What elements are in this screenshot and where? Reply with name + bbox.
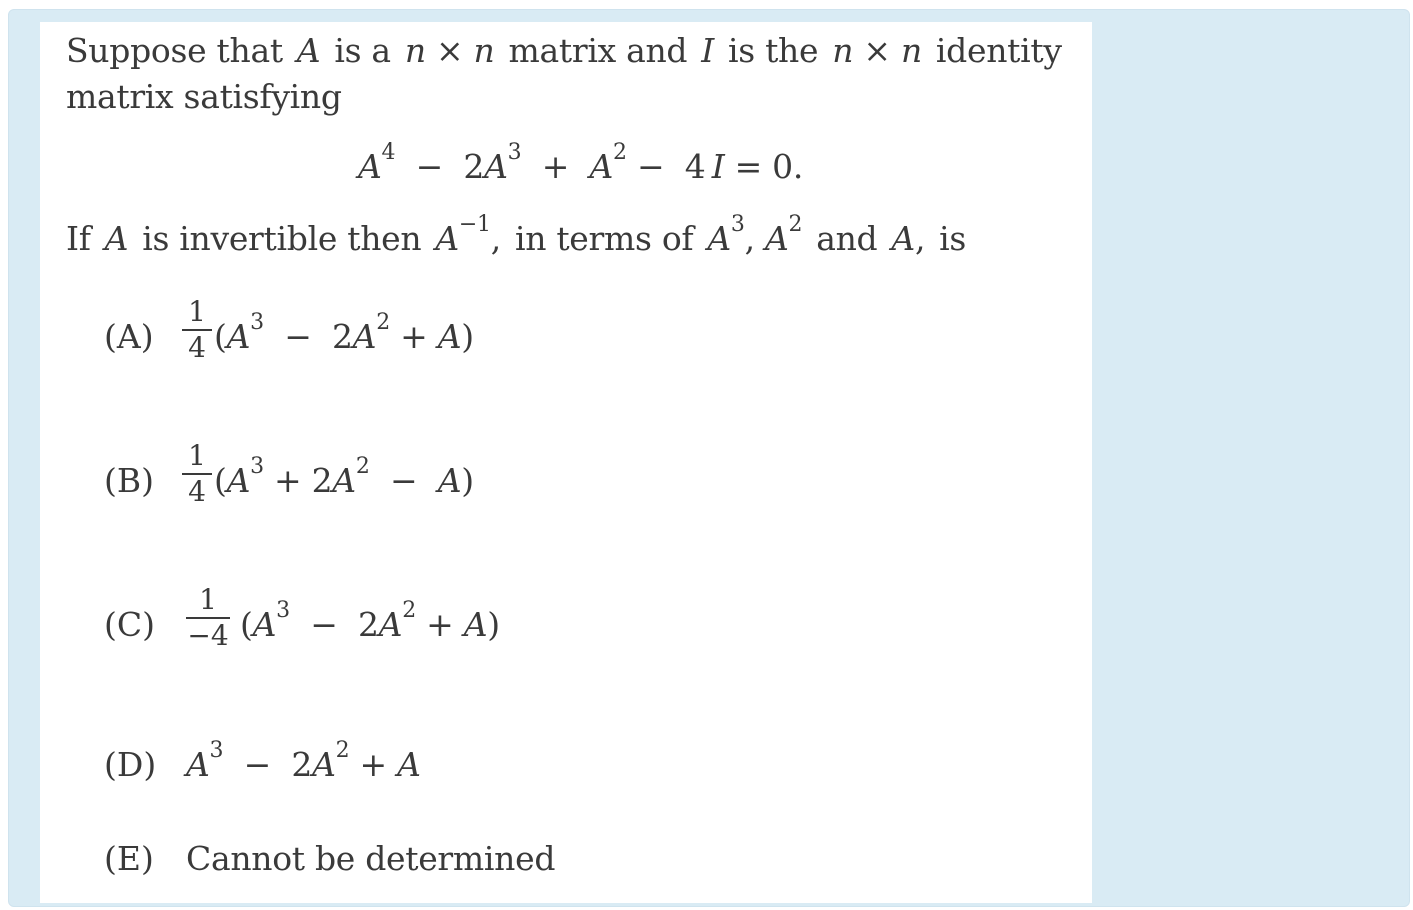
paren: ): [487, 605, 500, 644]
main-equation: [358, 140, 804, 186]
expr-operator: −: [284, 317, 312, 356]
matrix-symbol: A: [707, 219, 731, 258]
eq-exponent: 4: [381, 140, 396, 165]
question-text: If: [66, 219, 91, 258]
times-symbol: ×: [435, 31, 464, 70]
eq-coefficient: 4: [684, 147, 706, 186]
intro-text: identity: [935, 31, 1062, 70]
fraction: [182, 439, 212, 508]
expr-term: A: [437, 461, 462, 500]
expr-exponent: 2: [376, 310, 390, 335]
option-expression: [240, 598, 500, 644]
option-text: Cannot be determined: [186, 839, 556, 878]
dimension-symbol: n: [832, 31, 854, 70]
question-text: and: [816, 219, 878, 258]
inverse-symbol: A: [435, 219, 459, 258]
dimension-symbol: n: [473, 31, 495, 70]
paren: ): [461, 461, 474, 500]
expr-exponent: 3: [276, 598, 290, 623]
fraction-denominator: −4: [187, 619, 229, 652]
expr-operator: +: [359, 745, 387, 784]
dimension-symbol: n: [900, 31, 922, 70]
eq-operator: −: [415, 147, 443, 186]
expr-coefficient: 2: [291, 745, 313, 784]
expr-exponent: 2: [402, 598, 416, 623]
expr-term: A: [226, 461, 251, 500]
punctuation: ,: [744, 219, 755, 258]
expr-exponent: 3: [250, 310, 264, 335]
fraction: [186, 583, 230, 652]
option-label: (B): [104, 461, 154, 500]
matrix-symbol: A: [764, 219, 789, 258]
eq-operator: +: [541, 147, 570, 186]
paren: (: [240, 605, 253, 644]
fraction-denominator: 4: [188, 331, 206, 364]
expr-term: A: [397, 745, 421, 784]
dimension-symbol: n: [404, 31, 426, 70]
expr-exponent: 3: [250, 454, 264, 479]
expr-term: A: [186, 745, 210, 784]
expr-operator: +: [274, 461, 302, 500]
question-text: in terms of: [514, 219, 694, 258]
fraction-numerator: 1: [188, 439, 206, 472]
option-label: (C): [104, 605, 155, 644]
option-label: (A): [104, 317, 154, 356]
question-text: is invertible then: [142, 219, 422, 258]
option-label: (D): [104, 745, 157, 784]
fraction: [182, 295, 212, 364]
punctuation: ,: [490, 219, 501, 258]
option-expression: [214, 310, 474, 356]
expr-exponent: 2: [355, 454, 370, 479]
eq-rhs: = 0.: [734, 147, 804, 186]
expr-term: A: [252, 605, 277, 644]
expr-term: A: [312, 745, 336, 784]
exponent: 3: [730, 212, 745, 237]
exponent: 2: [788, 212, 803, 237]
identity-symbol: I: [701, 31, 714, 70]
paren: ): [461, 317, 474, 356]
option-expression: [186, 738, 421, 784]
option-label: (E): [104, 839, 154, 878]
punctuation: ,: [914, 219, 926, 258]
expr-operator: +: [400, 317, 428, 356]
expr-operator: +: [426, 605, 454, 644]
eq-term: I: [711, 147, 725, 186]
paren: (: [214, 461, 227, 500]
fraction-denominator: 4: [188, 475, 206, 508]
eq-term: A: [589, 147, 614, 186]
intro-text: matrix and: [508, 31, 688, 70]
expr-operator: −: [310, 605, 338, 644]
expr-exponent: 2: [335, 738, 350, 763]
expr-term: A: [437, 317, 462, 356]
intro-text: is a: [334, 31, 391, 70]
eq-coefficient: 2: [463, 147, 485, 186]
inverse-exponent: −1: [458, 212, 491, 237]
expr-exponent: 3: [209, 738, 224, 763]
eq-exponent: 3: [507, 140, 522, 165]
matrix-symbol: A: [296, 31, 321, 70]
eq-term: A: [358, 147, 382, 186]
eq-exponent: 2: [613, 140, 627, 165]
intro-text: is the: [727, 31, 819, 70]
expr-coefficient: 2: [331, 317, 353, 356]
eq-operator: −: [636, 147, 665, 186]
times-symbol: ×: [863, 31, 891, 70]
question-text: is: [939, 219, 967, 258]
expr-operator: −: [243, 745, 271, 784]
expr-term: A: [332, 461, 356, 500]
fraction-numerator: 1: [199, 583, 217, 616]
expr-coefficient: 2: [311, 461, 333, 500]
expr-term: A: [352, 317, 377, 356]
intro-text: Suppose that: [66, 31, 283, 70]
intro-line-2: matrix satisfying: [66, 77, 342, 116]
expr-term: A: [463, 605, 488, 644]
option-expression: [214, 454, 474, 500]
expr-term: A: [226, 317, 251, 356]
paren: (: [214, 317, 227, 356]
expr-operator: −: [389, 461, 418, 500]
fraction-numerator: 1: [188, 295, 206, 328]
matrix-symbol: A: [891, 219, 915, 258]
eq-term: A: [484, 147, 508, 186]
expr-term: A: [378, 605, 403, 644]
question-line: [66, 212, 967, 258]
matrix-symbol: A: [104, 219, 129, 258]
expr-coefficient: 2: [357, 605, 379, 644]
question-card: [40, 22, 1092, 903]
intro-line-1: [66, 31, 1062, 70]
